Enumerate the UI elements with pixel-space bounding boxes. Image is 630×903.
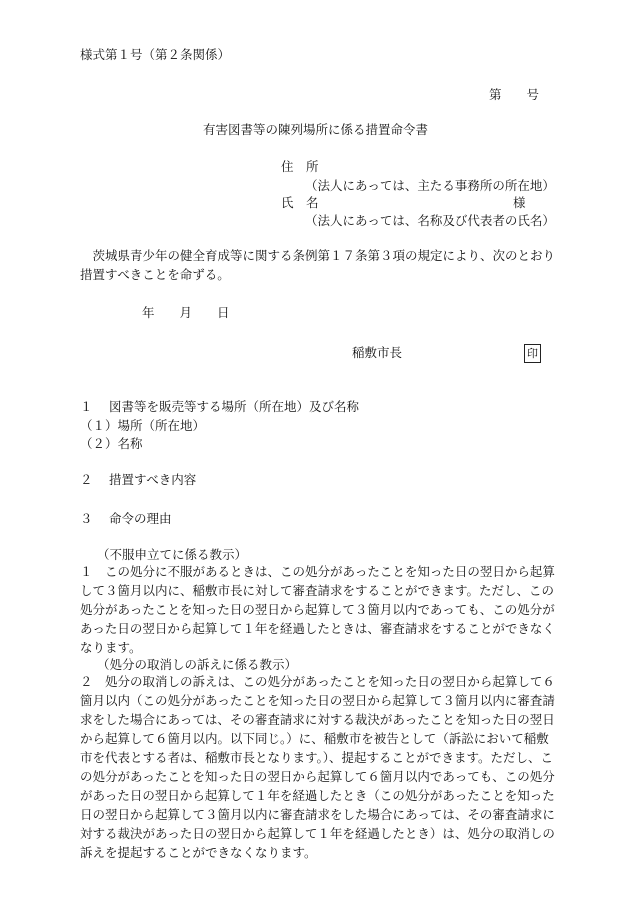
revocation-notice-line: 訴えを提起することができなくなります。 [80, 845, 317, 860]
revocation-notice-line: 対する裁決があった日の翌日から起算して１年を経過したとき）は、処分の取消しの [80, 826, 555, 841]
revocation-notice-text [80, 672, 555, 862]
appeal-notice-line: １ この処分に不服があるときは、この処分があったことを知った日の翌日から起算 [80, 564, 555, 579]
document-title: 有害図書等の陳列場所に係る措置命令書 [203, 122, 429, 137]
revocation-notice-line: 市を代表とする者は、稲敷市長となります。）、提起することができます。ただし、こ [80, 750, 554, 765]
issuer-name: 稲敷市長 [352, 345, 403, 360]
revocation-notice-line: 箇月以内（この処分があったことを知った日の翌日から起算して３箇月以内に審査請 [80, 693, 555, 708]
order-body-line: 措置すべきことを命ずる。 [80, 267, 230, 282]
name-note: （法人にあっては、名称及び代表者の氏名） [305, 213, 555, 228]
appeal-notice-line: して３箇月以内に、稲敷市長に対して審査請求をすることができます。ただし、この [80, 583, 555, 598]
section-1-item-name: （２）名称 [80, 436, 143, 451]
appeal-notice-line: なります。 [80, 640, 142, 655]
revocation-notice-line: があった日の翌日から起算して１年を経過したとき（この処分があったことを知った [80, 788, 555, 803]
section-1-heading: １ 図書等を販売等する場所（所在地）及び名称 [80, 399, 359, 414]
name-label: 氏 名 [281, 195, 319, 210]
seal-mark: 印 [524, 344, 541, 363]
revocation-notice-line: 日の翌日から起算して３箇月以内に審査請求をした場合にあっては、その審査請求に [80, 807, 555, 822]
appeal-notice-line: あった日の翌日から起算して１年を経過したときは、審査請求をすることができなく [80, 621, 555, 636]
appeal-notice-heading: （不服申立てに係る教示） [97, 547, 248, 562]
section-2-heading: ２ 措置すべき内容 [80, 472, 197, 487]
date-line: 年 月 日 [142, 305, 230, 320]
address-note: （法人にあっては、主たる事務所の所在地） [305, 178, 555, 193]
document-number: 第 号 [489, 87, 540, 102]
appeal-notice-line: 処分があったことを知った日の翌日から起算して３箇月以内であっても、この処分が [80, 602, 555, 617]
appeal-notice-text [80, 562, 555, 657]
order-body [80, 246, 555, 284]
revocation-notice-line: から起算して６箇月以内。以下同じ。）に、稲敷市を被告として（訴訟において稲敷 [80, 731, 549, 746]
section-1-item-location: （１）場所（所在地） [80, 418, 206, 433]
honorific: 様 [513, 195, 526, 210]
form-number: 様式第１号（第２条関係） [80, 47, 231, 62]
revocation-notice-line: の処分があったことを知った日の翌日から起算して６箇月以内であっても、この処分 [80, 769, 555, 784]
order-body-line: 茨城県青少年の健全育成等に関する条例第１７条第３項の規定により、次のとおり [80, 248, 556, 263]
revocation-notice-line: 求をした場合にあっては、その審査請求に対する裁決があったことを知った日の翌日 [80, 712, 555, 727]
address-label: 住 所 [281, 159, 319, 174]
section-3-heading: ３ 命令の理由 [80, 511, 172, 526]
revocation-notice-heading: （処分の取消しの訴えに係る教示） [97, 657, 298, 672]
revocation-notice-line: ２ 処分の取消しの訴えは、この処分があったことを知った日の翌日から起算して６ [80, 674, 555, 689]
